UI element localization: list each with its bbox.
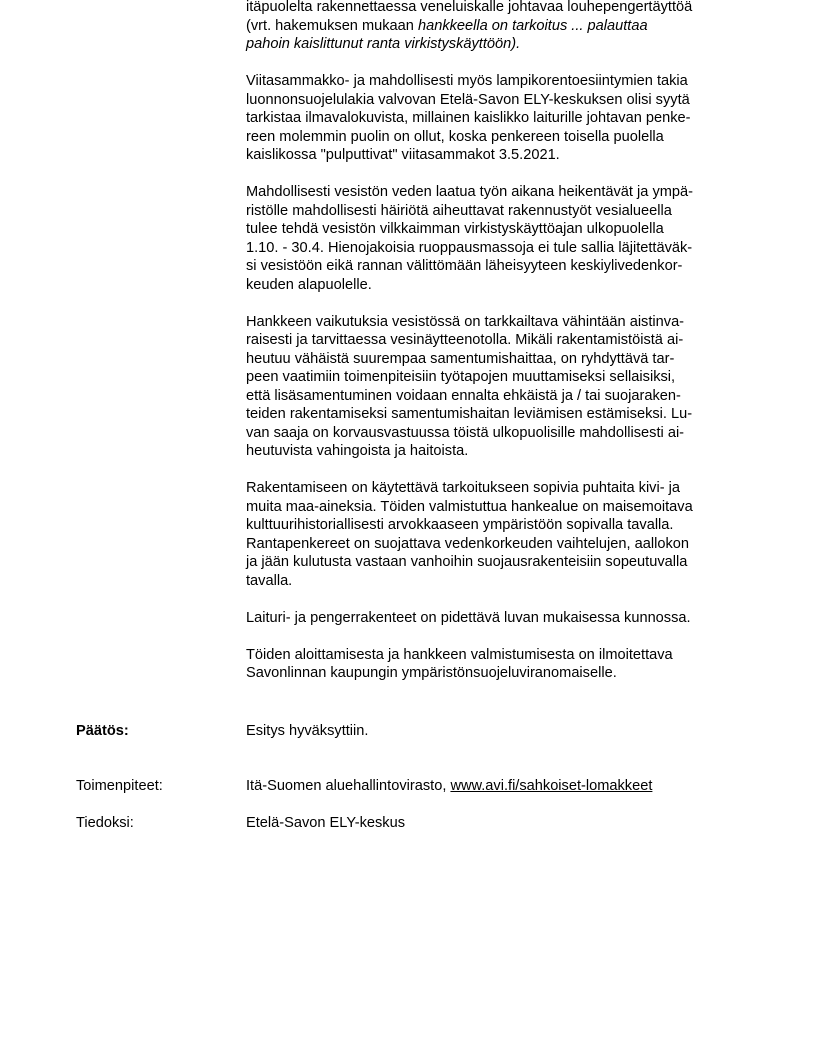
quoted-application-text: hankkeella on tarkoitus ... palauttaa pahoin kaislittunut ranta virkistyskäyttöön).: [246, 17, 648, 52]
paragraph-construction-timing: Mahdollisesti vesistön veden laatua työn aikana heikentävät ja ympä- ristölle mahdollisesti häiriötä aiheuttavat rakennustyöt vesialueella tulee tehdä vesistön vilkkaimman virkistyskäyttöajan ulkopuolella 1.10. - 30.4. Hienojakoisia ruoppausmassoja ei tule sallia läjitettäväk- si vesistöön eikä rannan välittömään läheisyyteen keskiylivedenkor- keuden alapuolelle.: [246, 184, 693, 293]
paragraph-viitasammakko: Viitasammakko- ja mahdollisesti myös lampikorentoesiintymien takia luonnonsuojelulakia valvovan Etelä-Savon ELY-keskuksen olisi syytä tarkistaa ilmavalokuvista, millainen kaislikko laiturille johtavan penke- reen molemmin puolin on ollut, koska penkereen toisella puolella kaislikossa "pulputtivat" viitasammakot 3.5.2021.: [246, 73, 691, 163]
paragraph-monitoring: Hankkeen vaikutuksia vesistössä on tarkkailtava vähintään aistinva- raisesti ja tarvittaessa vesinäytteenotolla. Mikäli rakentamistöistä ai- heutuu vähäistä suurempaa samentumishaittaa, on ryhdyttävä tar- peen vaatimiin toimenpiteisiin työtapojen muuttamiseksi sellaisiksi, että lisäsamentuminen voidaan ennalta ehkäistä ja / tai suojaraken- teiden rakentamiseksi samentumishaitan leviämisen estämiseksi. Lu- van saaja on korvausvastuussa töistä ulkopuolisille mahdollisesti ai- heutuvista vahingoista ja haitoista.: [246, 313, 693, 459]
paragraph-notification: Töiden aloittamisesta ja hankkeen valmistumisesta on ilmoitettava Savonlinnan kaupungin ympäristönsuojeluviranomaiselle.: [246, 646, 673, 681]
actions-value: [246, 777, 652, 796]
actions-recipient: Itä-Suomen aluehallintovirasto,: [246, 778, 451, 794]
paragraph-text: itäpuolelta rakennettaessa veneluiskalle johtavaa louhepengertäyttöä (vrt. hakemuksen mukaan: [246, 0, 693, 34]
decision-proposal-text: [246, 0, 746, 701]
paragraph-maintenance: Laituri- ja pengerrakenteet on pidettävä luvan mukaisessa kunnossa.: [246, 609, 691, 626]
paragraph-louhepenger: [246, 0, 746, 54]
info-value: Etelä-Savon ELY-keskus: [246, 815, 405, 831]
info-label: Tiedoksi:: [76, 815, 134, 831]
actions-label: Toimenpiteet:: [76, 778, 163, 794]
forms-link[interactable]: www.avi.fi/sahkoiset-lomakkeet: [450, 778, 653, 794]
decision-value: Esitys hyväksyttiin.: [246, 723, 369, 739]
decision-label: Päätös:: [76, 723, 129, 739]
paragraph-materials: Rakentamiseen on käytettävä tarkoitukseen sopivia puhtaita kivi- ja muita maa-aineksia. Töiden valmistuttua hankealue on maisemoitava kulttuurihistoriallisesti arvokkaaseen ympäristöön sopivalla tavalla. Rantapenkereet on suojattava vedenkorkeuden vaihtelujen, aallokon ja jään kulutusta vastaan vanhoihin suojausrakenteisiin sopeutuvalla tavalla.: [246, 480, 693, 589]
